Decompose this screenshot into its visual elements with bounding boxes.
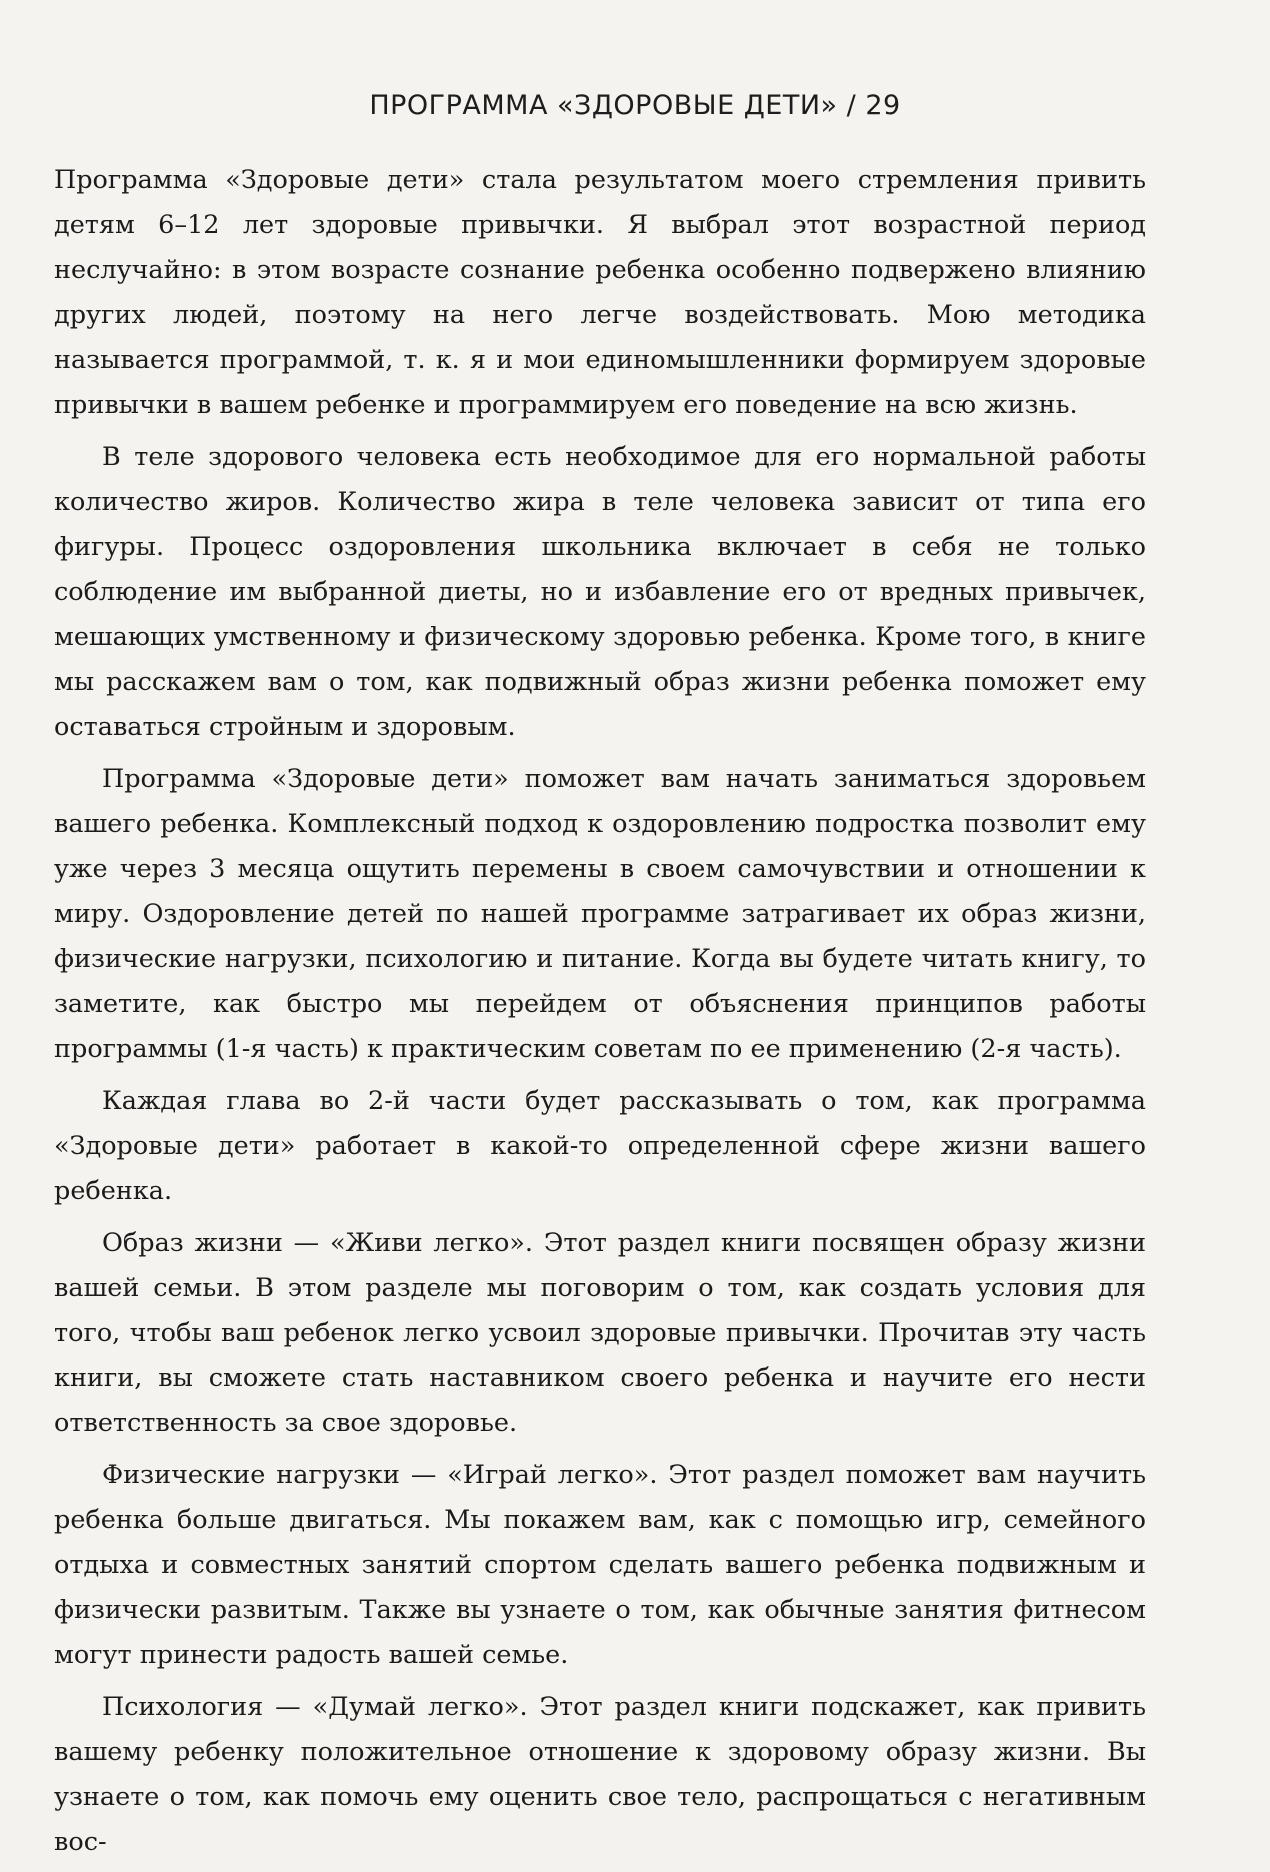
- paragraph: Программа «Здоровые дети» поможет вам начать заниматься здоровьем вашего ребенка. Комплексный подход к оздоровлению подростка позволит ему уже через 3 месяца ощутить перемены в своем самочувствии и отношении к миру. Оздоровление детей по нашей программе затрагивает их образ жизни, физические нагрузки, психологию и питание. Когда вы будете читать книгу, то заметите, как быстро мы перейдем от объяснения принципов работы программы (1-я часть) к практическим советам по ее применению (2-я часть).: [54, 764, 1146, 1064]
- paragraph: В теле здорового человека есть необходимое для его нормальной работы количество жиров. Количество жира в теле человека зависит от типа его фигуры. Процесс оздоровления школьника включает в себя не только соблюдение им выбранной диеты, но и избавление его от вредных привычек, мешающих умственному и физическому здоровью ребенка. Кроме того, в книге мы расскажем вам о том, как подвижный образ жизни ребенка поможет ему оставаться стройным и здоровым.: [54, 442, 1146, 742]
- paragraph: Программа «Здоровые дети» стала результатом моего стремления привить детям 6–12 лет здоровые привычки. Я выбрал этот возрастной период неслучайно: в этом возрасте сознание ребенка особенно подвержено влиянию других людей, поэтому на него легче воздействовать. Мою методика называется программой, т. к. я и мои единомышленники формируем здоровые привычки в вашем ребенке и программируем его поведение на всю жизнь.: [54, 165, 1146, 420]
- paragraph: Физические нагрузки — «Играй легко». Этот раздел поможет вам научить ребенка больше двигаться. Мы покажем вам, как с помощью игр, семейного отдыха и совместных занятий спортом сделать вашего ребенка подвижным и физически развитым. Также вы узнаете о том, как обычные занятия фитнесом могут принести радость вашей семье.: [54, 1460, 1146, 1670]
- paragraph: Каждая глава во 2-й части будет рассказывать о том, как программа «Здоровые дети» работает в какой-то определенной сфере жизни вашего ребенка.: [54, 1086, 1146, 1206]
- paragraph: Образ жизни — «Живи легко». Этот раздел книги посвящен образу жизни вашей семьи. В этом разделе мы поговорим о том, как создать условия для того, чтобы ваш ребенок легко усвоил здоровые привычки. Прочитав эту часть книги, вы сможете стать наставником своего ребенка и научите его нести ответственность за свое здоровье.: [54, 1228, 1146, 1438]
- running-header: ПРОГРАММА «ЗДОРОВЫЕ ДЕТИ» / 29: [369, 90, 901, 121]
- paragraph: Психология — «Думай легко». Этот раздел книги подскажет, как привить вашему ребенку положительное отношение к здоровому образу жизни. Вы узнаете о том, как помочь ему оценить свое тело, распрощаться с негативным вос-: [54, 1692, 1146, 1857]
- page-body: [54, 158, 1146, 1872]
